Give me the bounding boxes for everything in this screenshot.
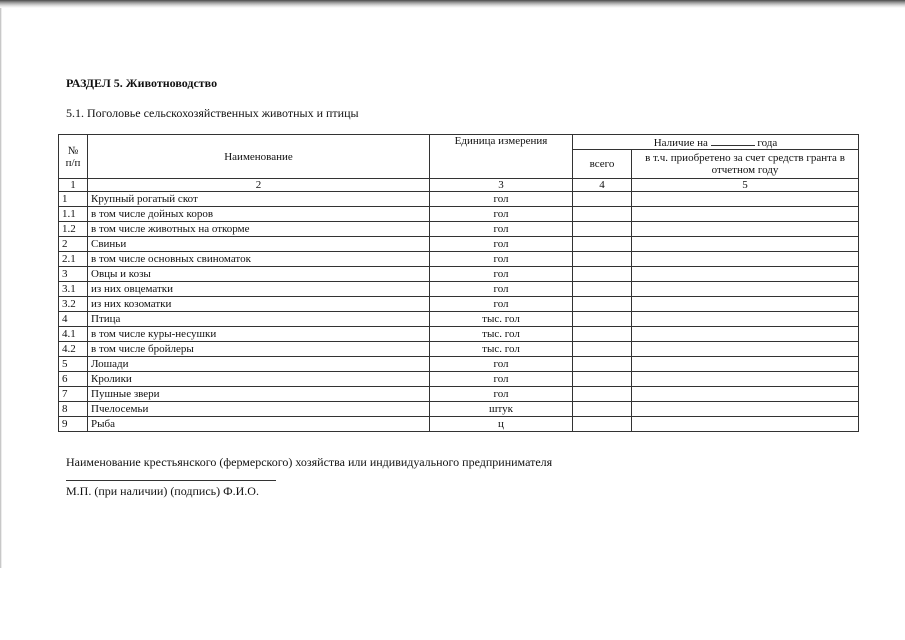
row-name: в том числе основных свиноматок bbox=[88, 252, 430, 267]
row-unit: тыс. гол bbox=[430, 327, 573, 342]
header-availability-prefix: Наличие на bbox=[653, 136, 708, 149]
row-name: Пчелосемьи bbox=[88, 402, 430, 417]
row-purchased-cell[interactable] bbox=[632, 372, 859, 387]
row-name: из них овцематки bbox=[88, 282, 430, 297]
row-name: в том числе бройлеры bbox=[88, 342, 430, 357]
table-row bbox=[59, 402, 859, 417]
row-unit: гол bbox=[430, 252, 573, 267]
row-name: в том числе дойных коров bbox=[88, 207, 430, 222]
row-purchased-cell[interactable] bbox=[632, 357, 859, 372]
row-total-cell[interactable] bbox=[573, 222, 632, 237]
row-unit: гол bbox=[430, 192, 573, 207]
table-row bbox=[59, 312, 859, 327]
table-row bbox=[59, 192, 859, 207]
column-number: 1 bbox=[59, 179, 88, 192]
column-number: 5 bbox=[632, 179, 859, 192]
row-purchased-cell[interactable] bbox=[632, 207, 859, 222]
row-unit: гол bbox=[430, 297, 573, 312]
row-name: Овцы и козы bbox=[88, 267, 430, 282]
header-total: всего bbox=[573, 150, 632, 179]
row-unit: тыс. гол bbox=[430, 312, 573, 327]
row-unit: гол bbox=[430, 222, 573, 237]
row-total-cell[interactable] bbox=[573, 387, 632, 402]
table-row bbox=[59, 207, 859, 222]
row-num: 3.2 bbox=[59, 297, 88, 312]
row-purchased-cell[interactable] bbox=[632, 267, 859, 282]
row-num: 6 bbox=[59, 372, 88, 387]
row-unit: тыс. гол bbox=[430, 342, 573, 357]
row-total-cell[interactable] bbox=[573, 207, 632, 222]
row-unit: гол bbox=[430, 372, 573, 387]
header-name: Наименование bbox=[88, 135, 430, 179]
header-unit: Единица измерения bbox=[430, 135, 573, 179]
table-row bbox=[59, 297, 859, 312]
row-purchased-cell[interactable] bbox=[632, 342, 859, 357]
row-unit: штук bbox=[430, 402, 573, 417]
row-purchased-cell[interactable] bbox=[632, 297, 859, 312]
row-num: 1 bbox=[59, 192, 88, 207]
scan-top-edge bbox=[0, 0, 905, 8]
row-num: 5 bbox=[59, 357, 88, 372]
table-row bbox=[59, 327, 859, 342]
signature-line bbox=[66, 480, 276, 481]
column-number: 2 bbox=[88, 179, 430, 192]
column-number: 3 bbox=[430, 179, 573, 192]
row-name: из них козоматки bbox=[88, 297, 430, 312]
row-num: 9 bbox=[59, 417, 88, 432]
row-total-cell[interactable] bbox=[573, 237, 632, 252]
table-row bbox=[59, 222, 859, 237]
row-unit: гол bbox=[430, 207, 573, 222]
row-name: Птица bbox=[88, 312, 430, 327]
row-num: 4.2 bbox=[59, 342, 88, 357]
row-purchased-cell[interactable] bbox=[632, 282, 859, 297]
row-purchased-cell[interactable] bbox=[632, 402, 859, 417]
row-unit: ц bbox=[430, 417, 573, 432]
column-number-row bbox=[59, 179, 859, 192]
row-name: Кролики bbox=[88, 372, 430, 387]
column-number: 4 bbox=[573, 179, 632, 192]
table-row bbox=[59, 417, 859, 432]
row-name: Крупный рогатый скот bbox=[88, 192, 430, 207]
row-total-cell[interactable] bbox=[573, 252, 632, 267]
row-num: 4.1 bbox=[59, 327, 88, 342]
row-num: 2 bbox=[59, 237, 88, 252]
row-purchased-cell[interactable] bbox=[632, 222, 859, 237]
row-total-cell[interactable] bbox=[573, 372, 632, 387]
row-total-cell[interactable] bbox=[573, 267, 632, 282]
row-num: 3 bbox=[59, 267, 88, 282]
row-total-cell[interactable] bbox=[573, 282, 632, 297]
row-unit: гол bbox=[430, 267, 573, 282]
row-name: в том числе животных на откорме bbox=[88, 222, 430, 237]
scan-left-edge bbox=[0, 8, 2, 568]
row-name: в том числе куры-несушки bbox=[88, 327, 430, 342]
table-row bbox=[59, 357, 859, 372]
row-total-cell[interactable] bbox=[573, 297, 632, 312]
entity-name-label: Наименование крестьянского (фермерского) хозяйства или индивидуального предпринимателя bbox=[66, 455, 553, 469]
row-purchased-cell[interactable] bbox=[632, 252, 859, 267]
row-name: Лошади bbox=[88, 357, 430, 372]
table-row bbox=[59, 342, 859, 357]
row-num: 2.1 bbox=[59, 252, 88, 267]
row-purchased-cell[interactable] bbox=[632, 312, 859, 327]
row-purchased-cell[interactable] bbox=[632, 237, 859, 252]
row-total-cell[interactable] bbox=[573, 357, 632, 372]
row-num: 8 bbox=[59, 402, 88, 417]
livestock-table bbox=[58, 134, 859, 432]
signature-label: М.П. (при наличии) (подпись) Ф.И.О. bbox=[66, 484, 259, 498]
row-total-cell[interactable] bbox=[573, 402, 632, 417]
row-purchased-cell[interactable] bbox=[632, 387, 859, 402]
section-title: РАЗДЕЛ 5. Животноводство bbox=[66, 76, 218, 90]
subsection-title: 5.1. Поголовье сельскохозяйственных животных и птицы bbox=[66, 106, 359, 120]
table-row bbox=[59, 372, 859, 387]
row-total-cell[interactable] bbox=[573, 312, 632, 327]
row-total-cell[interactable] bbox=[573, 342, 632, 357]
row-unit: гол bbox=[430, 387, 573, 402]
row-purchased-cell[interactable] bbox=[632, 192, 859, 207]
row-num: 1.1 bbox=[59, 207, 88, 222]
row-name: Свиньи bbox=[88, 237, 430, 252]
header-availability-suffix: года bbox=[757, 136, 778, 149]
table-row bbox=[59, 387, 859, 402]
row-purchased-cell[interactable] bbox=[632, 417, 859, 432]
row-num: 3.1 bbox=[59, 282, 88, 297]
row-num: 4 bbox=[59, 312, 88, 327]
row-total-cell[interactable] bbox=[573, 327, 632, 342]
header-availability bbox=[573, 135, 859, 150]
header-num: № п/п bbox=[59, 135, 88, 179]
table-row bbox=[59, 282, 859, 297]
row-num: 1.2 bbox=[59, 222, 88, 237]
year-blank-line bbox=[711, 136, 755, 146]
header-purchased: в т.ч. приобретено за счет средств гранта в отчетном году bbox=[632, 150, 859, 179]
row-total-cell[interactable] bbox=[573, 417, 632, 432]
row-purchased-cell[interactable] bbox=[632, 327, 859, 342]
row-unit: гол bbox=[430, 357, 573, 372]
row-name: Рыба bbox=[88, 417, 430, 432]
row-unit: гол bbox=[430, 282, 573, 297]
row-name: Пушные звери bbox=[88, 387, 430, 402]
table-row bbox=[59, 267, 859, 282]
row-total-cell[interactable] bbox=[573, 192, 632, 207]
row-unit: гол bbox=[430, 237, 573, 252]
row-num: 7 bbox=[59, 387, 88, 402]
table-row bbox=[59, 237, 859, 252]
table-row bbox=[59, 252, 859, 267]
